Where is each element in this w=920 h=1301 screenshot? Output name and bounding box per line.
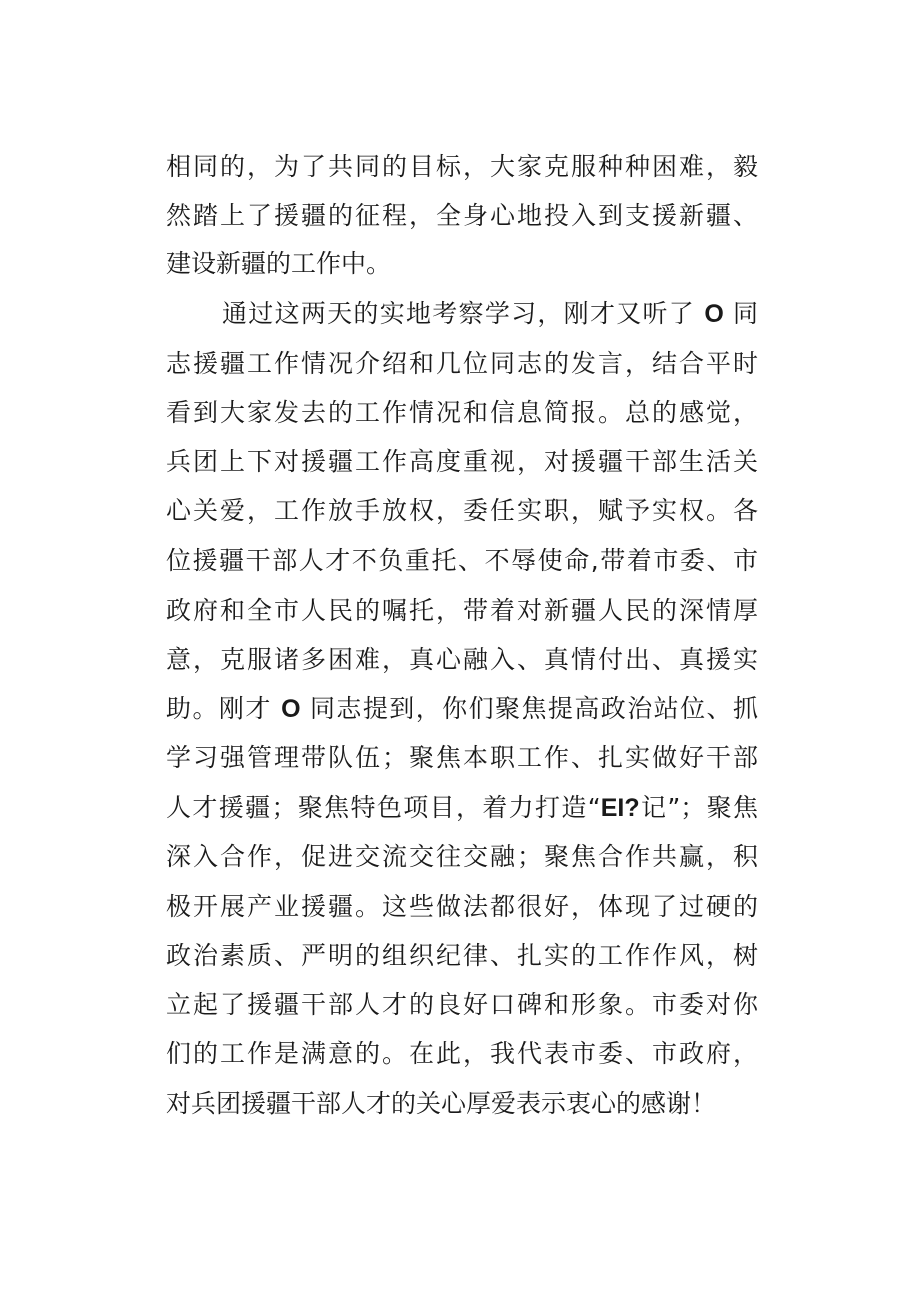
text-line: 建设新疆的工作中。: [166, 249, 392, 278]
text-line: 志援疆工作情况介绍和几位同志的发言，结合平时: [166, 349, 758, 378]
text-line: 心关爱，工作放手放权，委任实职，赋予实权。各: [166, 496, 758, 525]
text-line: 对兵团援疆干部人才的关心厚爱表示衷心的感谢！: [166, 1089, 717, 1118]
latin-fragment: EI?: [600, 794, 640, 822]
text-line: 人才援疆；聚焦特色项目，着力打造“EI?记”；聚焦: [166, 793, 758, 822]
text-line: 兵团上下对援疆工作高度重视，对援疆干部生活关: [166, 447, 758, 476]
text-line: 然踏上了援疆的征程，全身心地投入到支援新疆、: [166, 201, 758, 230]
text-line: 政治素质、严明的组织纪律、扎实的工作作风，树: [166, 941, 758, 970]
text-line: 政府和全市人民的嘱托，带着对新疆人民的深情厚: [166, 596, 758, 625]
text-line: 看到大家发去的工作情况和信息简报。总的感觉，: [166, 398, 758, 427]
text-line: 深入合作，促进交流交往交融；聚焦合作共赢，积: [166, 842, 758, 871]
text-line: 相同的，为了共同的目标，大家克服种种困难，毅: [166, 152, 758, 181]
text-line: 们的工作是满意的。在此，我代表市委、市政府，: [166, 1039, 758, 1068]
latin-fragment: O: [281, 695, 301, 723]
text-line: 极开展产业援疆。这些做法都很好，体现了过硬的: [166, 892, 758, 921]
text-line: 助。刚才 O 同志提到，你们聚焦提高政治站位、抓: [166, 694, 758, 723]
latin-fragment: O: [704, 300, 724, 328]
text-line: 学习强管理带队伍；聚焦本职工作、扎实做好干部: [166, 743, 758, 772]
text-line: 立起了援疆干部人才的良好口碑和形象。市委对你: [166, 990, 758, 1019]
text-line: 位援疆干部人才不负重托、不辱使命,带着市委、市: [166, 546, 758, 575]
paragraph-first-line: 通过这两天的实地考察学习，刚才又听了 O 同: [222, 299, 758, 328]
text-line: 意，克服诸多困难，真心融入、真情付出、真援实: [166, 645, 758, 674]
